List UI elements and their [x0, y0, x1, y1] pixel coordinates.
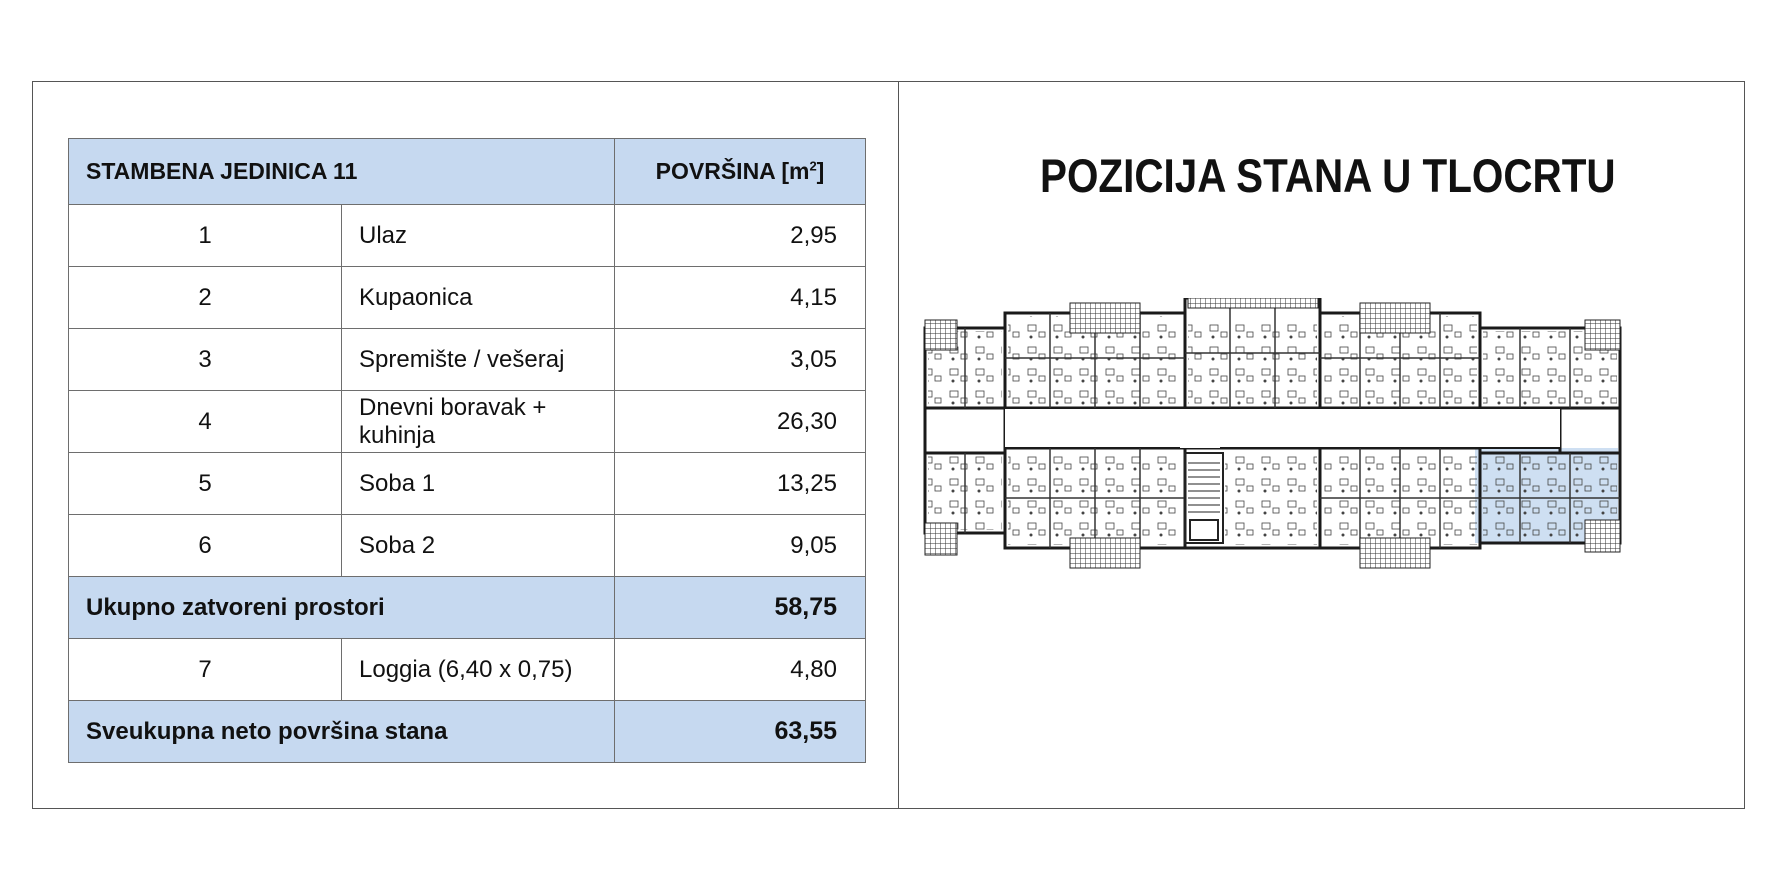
area-table	[68, 138, 866, 763]
room-name: Soba 1	[342, 453, 615, 515]
panel-divider	[898, 81, 899, 809]
area-header: POVRŠINA $[m^2]$	[615, 139, 866, 205]
total-area: 63,55	[615, 701, 866, 763]
table-row	[69, 329, 866, 391]
room-area: 4,80	[615, 639, 866, 701]
room-area: 26,30	[615, 391, 866, 453]
table-row	[69, 391, 866, 453]
room-number: 3	[69, 329, 342, 391]
floor-plan	[920, 298, 1704, 623]
total-row	[69, 701, 866, 763]
subtotal-area: 58,75	[615, 577, 866, 639]
room-area: 4,15	[615, 267, 866, 329]
subtotal-label: Ukupno zatvoreni prostori	[69, 577, 615, 639]
room-number: 7	[69, 639, 342, 701]
table-row	[69, 515, 866, 577]
total-label: Sveukupna neto površina stana	[69, 701, 615, 763]
subtotal-row	[69, 577, 866, 639]
room-number: 5	[69, 453, 342, 515]
plan-title: POZICIJA STANA U TLOCRTU	[1040, 149, 1616, 202]
table-row	[69, 639, 866, 701]
room-area: 9,05	[615, 515, 866, 577]
table-header-row	[69, 139, 866, 205]
room-name: Ulaz	[342, 205, 615, 267]
room-name: Loggia (6,40 x 0,75)	[342, 639, 615, 701]
table-row	[69, 267, 866, 329]
room-number: 1	[69, 205, 342, 267]
room-number: 6	[69, 515, 342, 577]
room-area: 2,95	[615, 205, 866, 267]
room-number: 4	[69, 391, 342, 453]
table-row	[69, 205, 866, 267]
room-area: 13,25	[615, 453, 866, 515]
room-name: Kupaonica	[342, 267, 615, 329]
table-row	[69, 453, 866, 515]
room-name: Soba 2	[342, 515, 615, 577]
room-name: Dnevni boravak + kuhinja	[342, 391, 615, 453]
unit-title: STAMBENA JEDINICA 11	[69, 139, 615, 205]
room-number: 2	[69, 267, 342, 329]
room-name: Spremište / vešeraj	[342, 329, 615, 391]
room-area: 3,05	[615, 329, 866, 391]
